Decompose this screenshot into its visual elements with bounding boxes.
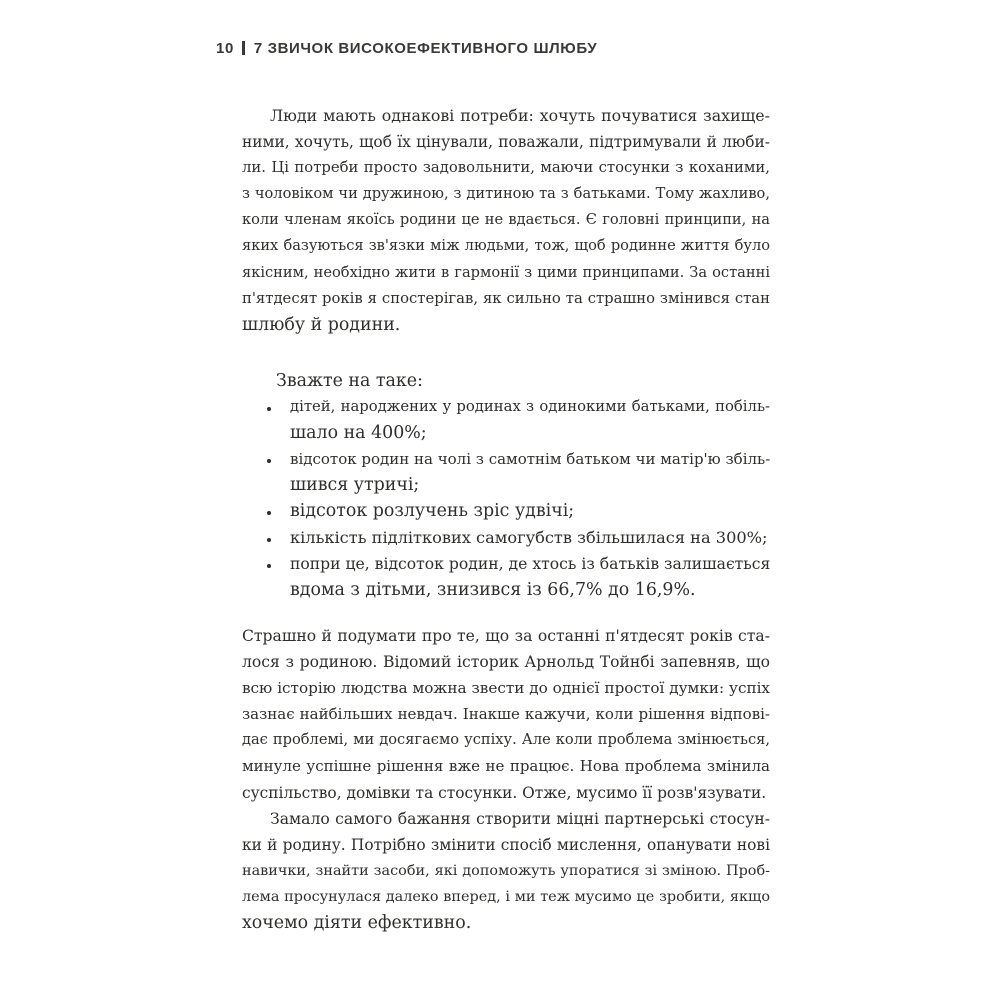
- text-line: Люди мають однакові потреби: хочуть почуватися захище-: [270, 106, 770, 125]
- text-line: відсоток розлучень зріс удвічі;: [290, 501, 575, 522]
- bullet-icon: [267, 538, 271, 542]
- text-line: вдома з дітьми, знизився із 66,7% до 16,9%.: [290, 579, 696, 600]
- text-line: дає проблемі, ми досягаємо успіху. Але коли проблема змінюється,: [242, 731, 770, 749]
- text-line: попри це, відсоток родин, де хтось із батьків залишається: [290, 554, 771, 573]
- list-intro: Зважте на таке:: [276, 371, 423, 391]
- statistics-list: [242, 368, 770, 603]
- text-line: яких базуються зв'язки між людьми, тож, щоб родинне життя було: [242, 237, 770, 255]
- bullet-icon: [267, 407, 271, 411]
- list-item: [242, 498, 770, 524]
- text-line: минуле успішне рішення вже не працює. Нова проблема змінила: [242, 757, 770, 776]
- text-line: хочемо діяти ефективно.: [242, 913, 472, 934]
- text-line: ки й родину. Потрібно змінити спосіб мислення, опанувати нові: [242, 836, 770, 855]
- paragraph-3: [242, 806, 770, 936]
- text-line: коли членам якоїсь родини це не вдається. Є головні принципи, на: [242, 211, 770, 229]
- text-line: ли. Ці потреби просто задовольнити, маючи стосунки з коханими,: [242, 159, 770, 177]
- book-title: 7 ЗВИЧОК ВИСОКОЕФЕКТИВНОГО ШЛЮБУ: [253, 40, 598, 57]
- text-line: відсоток родин на чолі з самотнім батьком чи матір'ю збіль-: [290, 450, 771, 469]
- text-line: дітей, народжених у родинах з одинокими батьками, побіль-: [290, 398, 770, 416]
- list-item: [242, 525, 770, 551]
- paragraph-1: [242, 103, 770, 338]
- text-line: ними, хочуть, щоб їх цінували, поважали, підтримували й люби-: [242, 133, 770, 152]
- bullet-icon: [267, 511, 271, 515]
- list-item: [242, 394, 770, 446]
- paragraph-2: [242, 623, 770, 806]
- header-separator: [242, 41, 245, 55]
- text-line: суспільство, домівки та стосунки. Отже, мусимо її розв'язувати.: [242, 783, 767, 802]
- bullet-icon: [267, 459, 271, 463]
- bullet-icon: [267, 564, 271, 568]
- text-line: навички, знайти засоби, які допоможуть упоратися зі зміною. Проб-: [242, 863, 770, 880]
- text-line: зазнає найбільших невдач. Інакше кажучи, коли рішення відпові-: [242, 705, 770, 724]
- running-header: [216, 40, 597, 57]
- text-line: лося з родиною. Відомий історик Арнольд Тойнбі запевняв, що: [242, 653, 770, 672]
- text-line: шало на 400%;: [290, 423, 427, 444]
- text-line: шився утричі;: [290, 475, 420, 496]
- text-line: всю історію людства можна звести до однієї простої думки: успіх: [242, 679, 770, 698]
- text-line: Замало самого бажання створити міцні партнерські стосун-: [270, 810, 770, 828]
- text-line: з чоловіком чи дружиною, з дитиною та з батьками. Тому жахливо,: [242, 185, 770, 203]
- text-line: Страшно й подумати про те, що за останні п'ятдесят років ста-: [242, 627, 770, 645]
- text-line: п'ятдесят років я спостерігав, як сильно та страшно змінився стан: [242, 289, 770, 307]
- text-line: кількість підліткових самогубств збільшилася на 300%;: [290, 527, 768, 547]
- page-number: 10: [216, 40, 234, 57]
- text-line: якісним, необхідно жити в гармонії з цими принципами. За останні: [242, 263, 770, 281]
- text-line: лема просунулася далеко вперед, і ми теж мусимо це зробити, якщо: [242, 889, 770, 906]
- list-item: [242, 551, 770, 603]
- text-line: шлюбу й родини.: [242, 314, 401, 335]
- list-item: [242, 446, 770, 498]
